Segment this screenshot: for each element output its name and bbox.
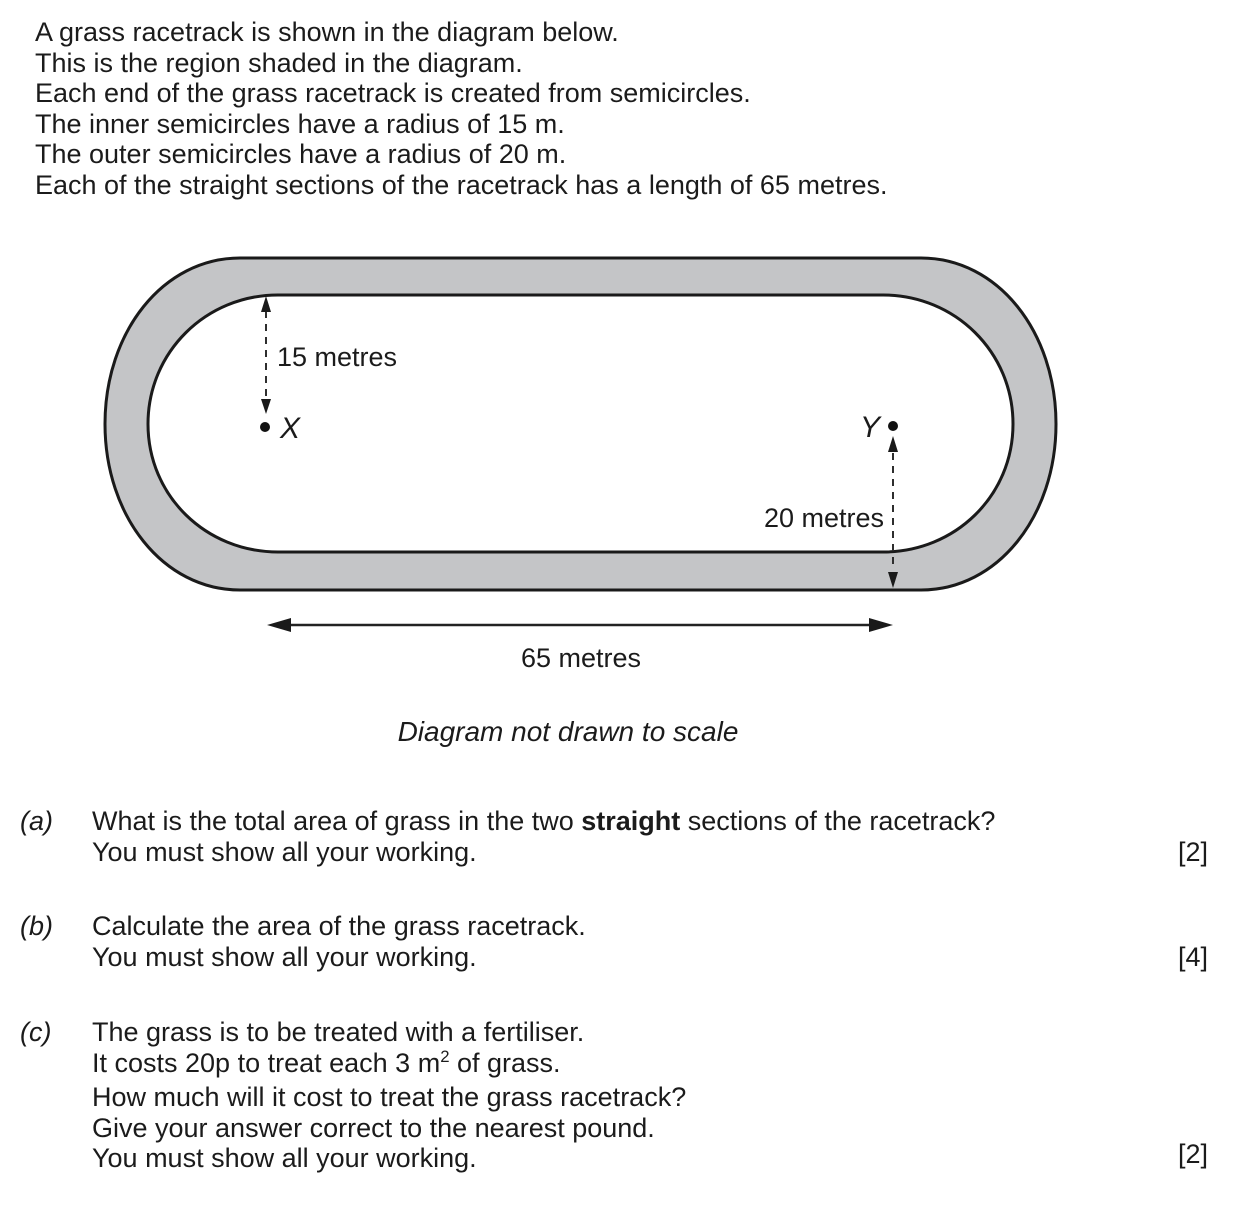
question-c-line2-superscript: 2 [440,1047,450,1067]
point-y-label: Y [859,411,880,444]
question-a-marker: (a) [20,806,53,836]
straight-length-arrow-left-icon [267,618,291,632]
question-c-line-2 [92,1048,1132,1083]
inner-radius-label: 15 metres [277,342,398,372]
question-b-line-2: You must show all your working. [92,941,477,972]
question-a-marks: [2] [1177,836,1208,867]
intro-line-3: Each end of the grass racetrack is created from semicircles. [35,78,751,108]
question-c-marks: [2] [1177,1138,1208,1169]
question-b-text [92,911,1132,972]
question-b [0,911,1240,972]
question-a-line1-post: sections of the racetrack? [680,806,996,836]
question-c-marker: (c) [20,1017,52,1047]
question-c-line-3: How much will it cost to treat the grass racetrack? [92,1082,687,1112]
outer-radius-arrow-up-icon [888,436,898,452]
intro-line-4: The inner semicircles have a radius of 15 m. [35,108,565,139]
inner-radius-arrow-down-icon [261,399,271,414]
intro-line-2: This is the region shaded in the diagram. [35,47,523,78]
intro-line-1: A grass racetrack is shown in the diagram below. [35,17,619,47]
intro-line-6: Each of the straight sections of the racetrack has a length of 65 metres. [35,169,888,200]
question-a-text [92,806,1132,867]
diagram-note: Diagram not drawn to scale [397,716,739,747]
inner-radius-arrow-up-icon [261,296,271,312]
question-c-line-5: You must show all your working. [92,1143,477,1173]
question-b-line-1: Calculate the area of the grass racetrack. [92,911,586,941]
question-a [0,806,1240,867]
question-a-line-2: You must show all your working. [92,836,477,867]
point-x-dot [260,422,270,432]
point-x-label: X [280,412,301,445]
question-c-line2-post: of grass. [449,1047,561,1078]
question-c-text [92,1017,1132,1174]
track-ring-shape [105,258,1056,590]
question-b-marks: [4] [1177,941,1208,972]
straight-length-label: 65 metres [520,643,642,673]
intro-line-5: The outer semicircles have a radius of 20 m. [35,139,567,169]
question-c-line2-pre: It costs 20p to treat each 3 m [92,1047,441,1078]
outer-radius-label: 20 metres [763,503,884,533]
question-a-line1-bold: straight [581,806,681,836]
point-y-dot [888,421,898,431]
question-a-line-1 [92,806,1132,837]
straight-length-arrow-right-icon [869,618,893,632]
question-a-line1-pre: What is the total area of grass in the two [92,806,582,836]
question-b-marker: (b) [20,911,53,941]
question-c [0,1017,1240,1173]
question-c-line-1: The grass is to be treated with a fertiliser. [92,1017,585,1047]
question-c-line-4: Give your answer correct to the nearest pound. [92,1112,655,1143]
